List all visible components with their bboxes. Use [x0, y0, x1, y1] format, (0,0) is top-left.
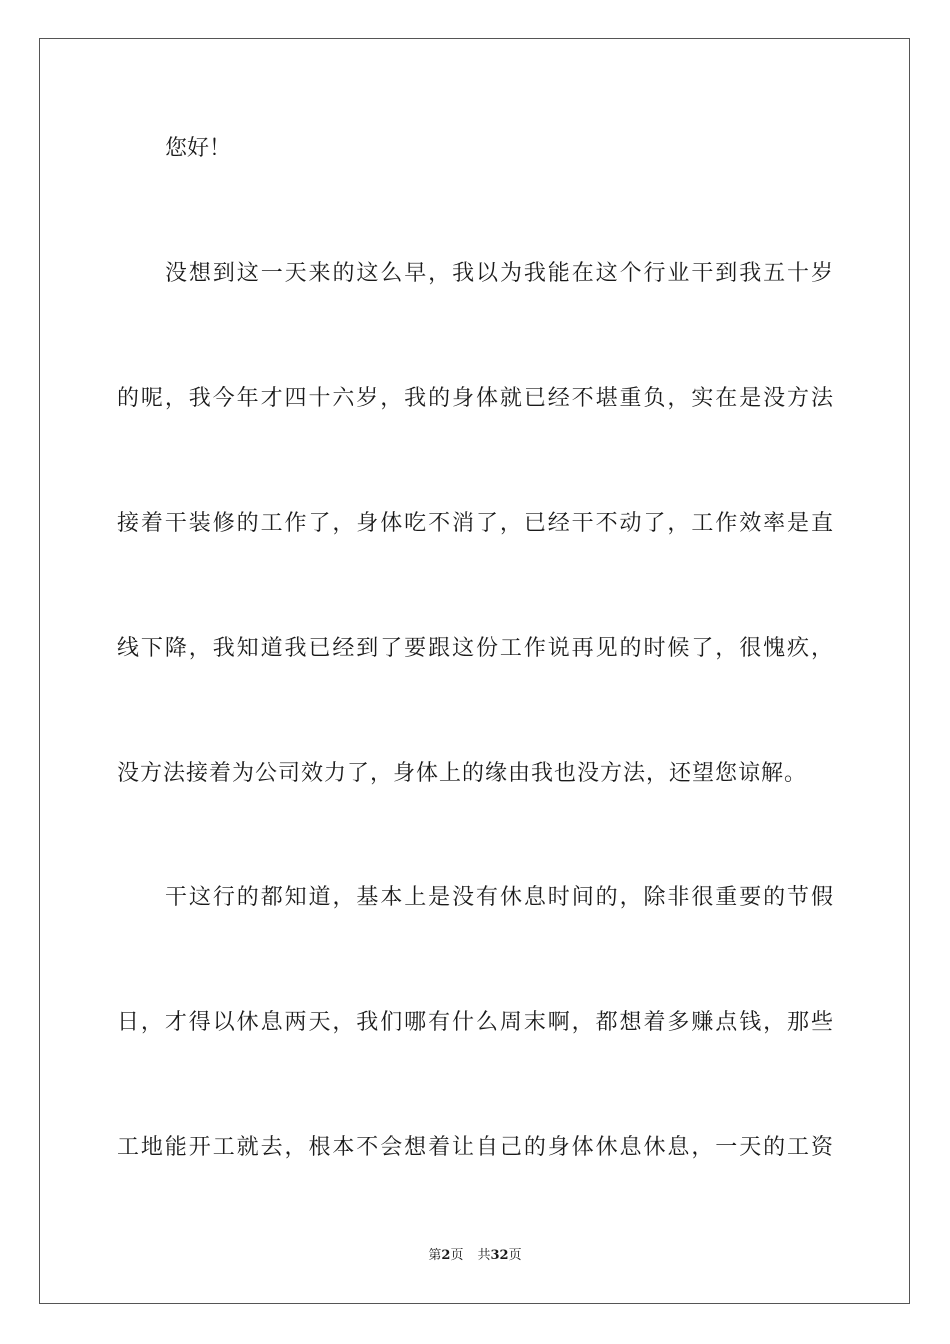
- total-label-prefix: 共: [477, 1248, 491, 1263]
- page-frame: [39, 38, 910, 1304]
- greeting: 您好！: [165, 136, 232, 161]
- page-label-prefix: 第: [428, 1248, 442, 1263]
- total-label-suffix: 页: [508, 1248, 522, 1263]
- page-label-suffix: 页: [450, 1248, 464, 1263]
- page-footer: [0, 1247, 950, 1265]
- total-page-number: 32: [490, 1248, 509, 1263]
- current-page-number: 2: [441, 1248, 451, 1263]
- paragraph-line-2: 的呢，我今年才四十六岁，我的身体就已经不堪重负，实在是没方法: [117, 386, 833, 411]
- paragraph-line-5: 没方法接着为公司效力了，身体上的缘由我也没方法，还望您谅解。: [117, 761, 808, 786]
- paragraph-line-4: 线下降，我知道我已经到了要跟这份工作说再见的时候了，很愧疚，: [117, 636, 833, 661]
- paragraph-line-7: 日，才得以休息两天，我们哪有什么周末啊，都想着多赚点钱，那些: [117, 1010, 833, 1035]
- paragraph-line-8: 工地能开工就去，根本不会想着让自己的身体休息休息，一天的工资: [117, 1135, 833, 1160]
- paragraph-line-3: 接着干装修的工作了，身体吃不消了，已经干不动了，工作效率是直: [117, 511, 833, 536]
- paragraph-line-1: 没想到这一天来的这么早，我以为我能在这个行业干到我五十岁: [165, 261, 833, 286]
- paragraph-line-6: 干这行的都知道，基本上是没有休息时间的，除非很重要的节假: [165, 885, 833, 910]
